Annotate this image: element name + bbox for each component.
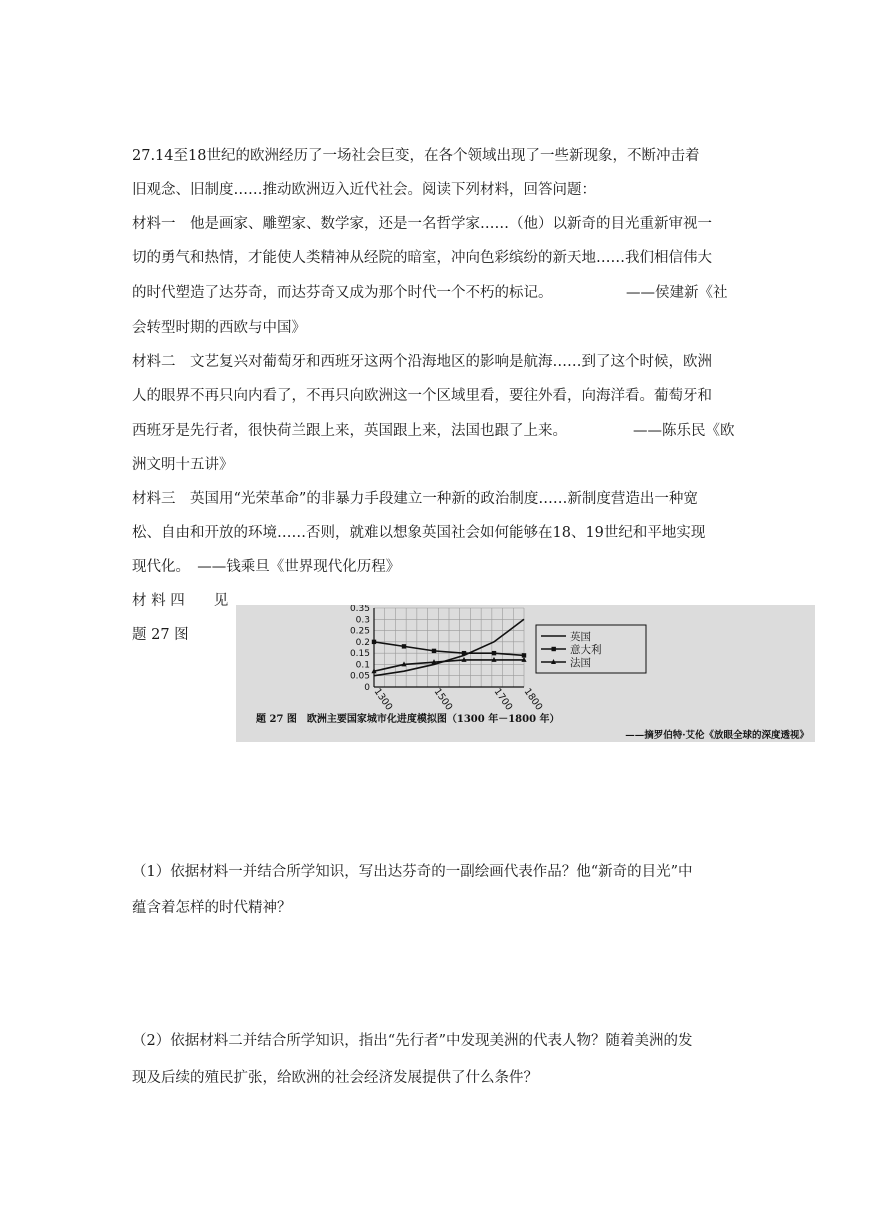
chart-source: ——摘罗伯特·艾伦《放眼全球的深度透视》 xyxy=(625,730,809,741)
material-2-line-3: 西班牙是先行者，很快荷兰跟上来，英国跟上来，法国也跟了上来。 xyxy=(132,423,567,439)
figure-27-chart xyxy=(236,605,815,742)
legend-label: 英国 xyxy=(570,631,591,643)
sub-question-2-line-1: （2）依据材料二并结合所学知识，指出“先行者”中发现美洲的代表人物？随着美洲的发 xyxy=(132,1033,693,1049)
chart-caption: 题 27 图 欧洲主要国家城市化进度模拟图（1300 年－1800 年） xyxy=(256,714,560,725)
material-1-source: ——侯建新《社 xyxy=(626,285,728,301)
material-2-line-2: 人的眼界不再只向内看了，不再只向欧洲这一个区域里看，要往外看，向海洋看。葡萄牙和 xyxy=(132,388,712,404)
material-3-line-2: 松、自由和开放的环境……否则，就难以想象英国社会如何能够在18、19世纪和平地实现 xyxy=(132,525,706,541)
y-tick-label: 0.1 xyxy=(355,660,370,671)
material-1-line-1: 材料一 他是画家、雕塑家、数学家，还是一名哲学家……（他）以新奇的目光重新审视一 xyxy=(132,216,712,232)
data-point-square xyxy=(462,651,466,655)
material-3-line-3: 现代化。 ——钱乘旦《世界现代化历程》 xyxy=(132,559,401,575)
y-tick-label: 0.25 xyxy=(349,626,370,637)
data-point-square xyxy=(492,651,496,655)
material-2-line-1: 材料二 文艺复兴对葡萄牙和西班牙这两个沿海地区的影响是航海……到了这个时候，欧洲 xyxy=(132,354,712,370)
data-point-square xyxy=(402,644,406,648)
material-1-line-4: 会转型时期的西欧与中国》 xyxy=(132,320,306,336)
x-tick-label: 1700 xyxy=(491,686,515,713)
y-tick-label: 0.3 xyxy=(355,615,370,626)
data-point-square xyxy=(372,640,376,644)
data-point-square xyxy=(432,649,436,653)
y-tick-label: 0.35 xyxy=(349,605,370,614)
material-1-line-2: 切的勇气和热情，才能使人类精神从经院的暗室，冲向色彩缤纷的新天地……我们相信伟大 xyxy=(132,250,712,266)
question-27-intro-line-1: 27.14至18世纪的欧洲经历了一场社会巨变，在各个领域出现了一些新现象，不断冲击着 xyxy=(132,148,700,164)
question-27-intro-line-2: 旧观念、旧制度……推动欧洲迈入近代社会。阅读下列材料，回答问题： xyxy=(132,182,596,198)
material-4-figure-ref: 题 27 图 xyxy=(132,627,189,643)
x-tick-label: 1800 xyxy=(521,686,545,713)
sub-question-1-line-2: 蕴含着怎样的时代精神？ xyxy=(132,900,292,916)
y-tick-label: 0 xyxy=(364,683,370,693)
material-3-line-1: 材料三 英国用“光荣革命”的非暴力手段建立一种新的政治制度……新制度营造出一种宽 xyxy=(132,491,698,507)
x-tick-label: 1500 xyxy=(431,686,455,713)
legend-label: 意大利 xyxy=(570,644,602,656)
sub-question-1-line-1: （1）依据材料一并结合所学知识，写出达芬奇的一副绘画代表作品？他“新奇的目光”中 xyxy=(132,864,693,880)
urbanization-line-chart xyxy=(236,605,815,742)
material-2-source: ——陈乐民《欧 xyxy=(633,423,735,439)
y-tick-label: 0.05 xyxy=(349,671,370,682)
material-2-line-4: 洲文明十五讲》 xyxy=(132,457,234,473)
material-4-label: 材 料 四 见 xyxy=(132,593,229,609)
legend-marker-square xyxy=(552,647,556,651)
y-tick-label: 0.2 xyxy=(355,637,370,648)
material-1-line-3: 的时代塑造了达芬奇，而达芬奇又成为那个时代一个不朽的标记。 xyxy=(132,285,553,301)
sub-question-2-line-2: 现及后续的殖民扩张，给欧洲的社会经济发展提供了什么条件？ xyxy=(132,1070,538,1086)
x-tick-label: 1300 xyxy=(371,686,395,713)
legend-label: 法国 xyxy=(570,657,591,669)
y-tick-label: 0.15 xyxy=(349,649,370,660)
